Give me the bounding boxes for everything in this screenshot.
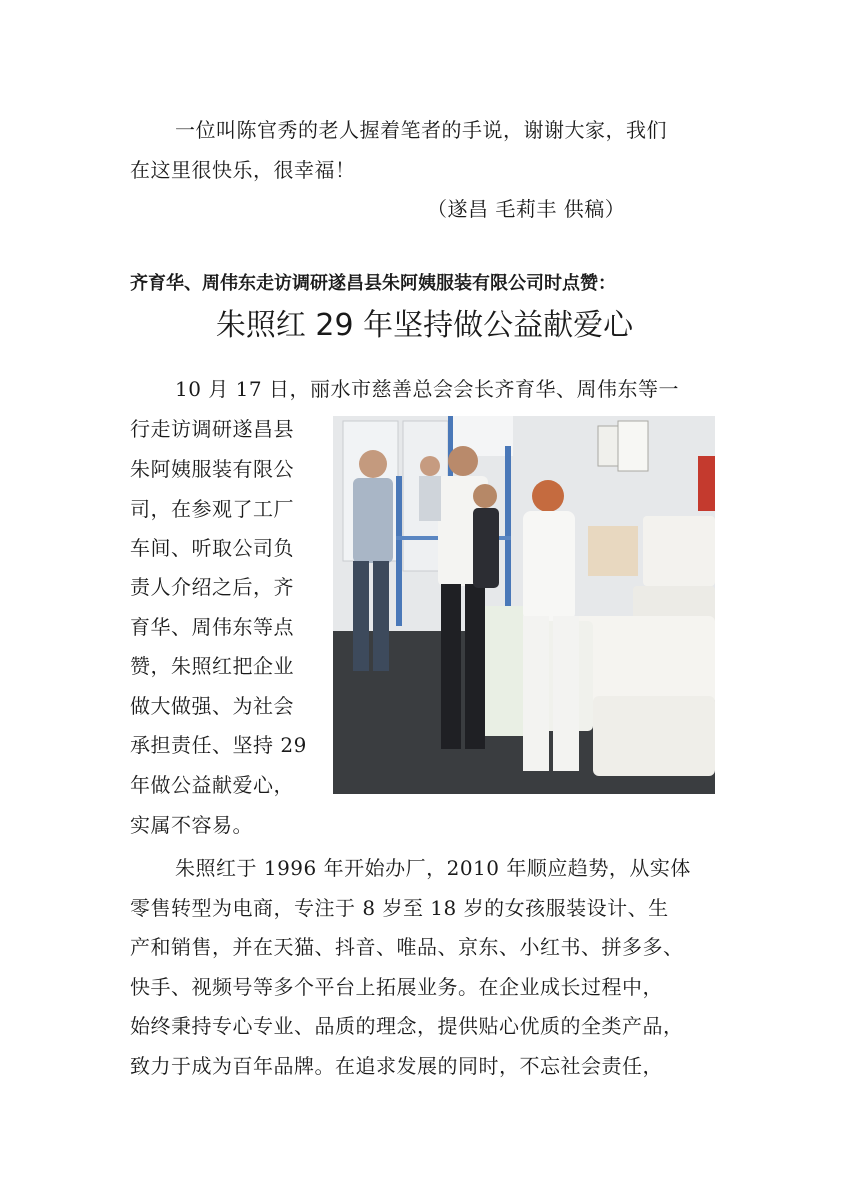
article-title: 朱照红 29 年坚持做公益献爱心: [215, 308, 634, 343]
paragraph-line: 产和销售，并在天猫、抖音、唯品、京东、小红书、拼多多、: [130, 935, 684, 959]
paragraph-line: 始终秉持专心专业、品质的理念，提供贴心优质的全类产品，: [130, 1014, 684, 1038]
wrap-line: 实属不容易。: [130, 813, 253, 837]
wrap-line: 承担责任、坚持 29: [130, 733, 307, 757]
paragraph-line: 零售转型为电商，专注于 8 岁至 18 岁的女孩服装设计、生: [130, 896, 669, 920]
paragraph-line: 一位叫陈官秀的老人握着笔者的手说，谢谢大家，我们: [175, 118, 667, 142]
wrap-line: 司，在参观了工厂: [130, 497, 294, 521]
wrap-line: 做大做强、为社会: [130, 694, 294, 718]
wrap-line: 朱阿姨服装有限公: [130, 457, 294, 481]
paragraph-line: 10 月 17 日，丽水市慈善总会会长齐育华、周伟东等一: [175, 377, 679, 401]
wrap-line: 年做公益献爱心，: [130, 773, 294, 797]
paragraph-line: 朱照红于 1996 年开始办厂，2010 年顺应趋势，从实体: [175, 856, 691, 880]
wrap-line: 赞，朱照红把企业: [130, 654, 294, 678]
wrap-line: 责人介绍之后，齐: [130, 575, 294, 599]
wrap-line: 育华、周伟东等点: [130, 615, 294, 639]
article-photo: [333, 416, 715, 794]
credit-line: （遂昌 毛莉丰 供稿）: [427, 197, 626, 221]
article-subtitle: 齐育华、周伟东走访调研遂昌县朱阿姨服装有限公司时点赞：: [130, 273, 616, 294]
paragraph-line: 在这里很快乐，很幸福！: [130, 158, 356, 182]
paragraph-line: 快手、视频号等多个平台上拓展业务。在企业成长过程中，: [130, 975, 663, 999]
wrap-line: 行走访调研遂昌县: [130, 417, 294, 441]
wrap-line: 车间、听取公司负: [130, 536, 294, 560]
paragraph-line: 致力于成为百年品牌。在追求发展的同时，不忘社会责任，: [130, 1054, 663, 1078]
